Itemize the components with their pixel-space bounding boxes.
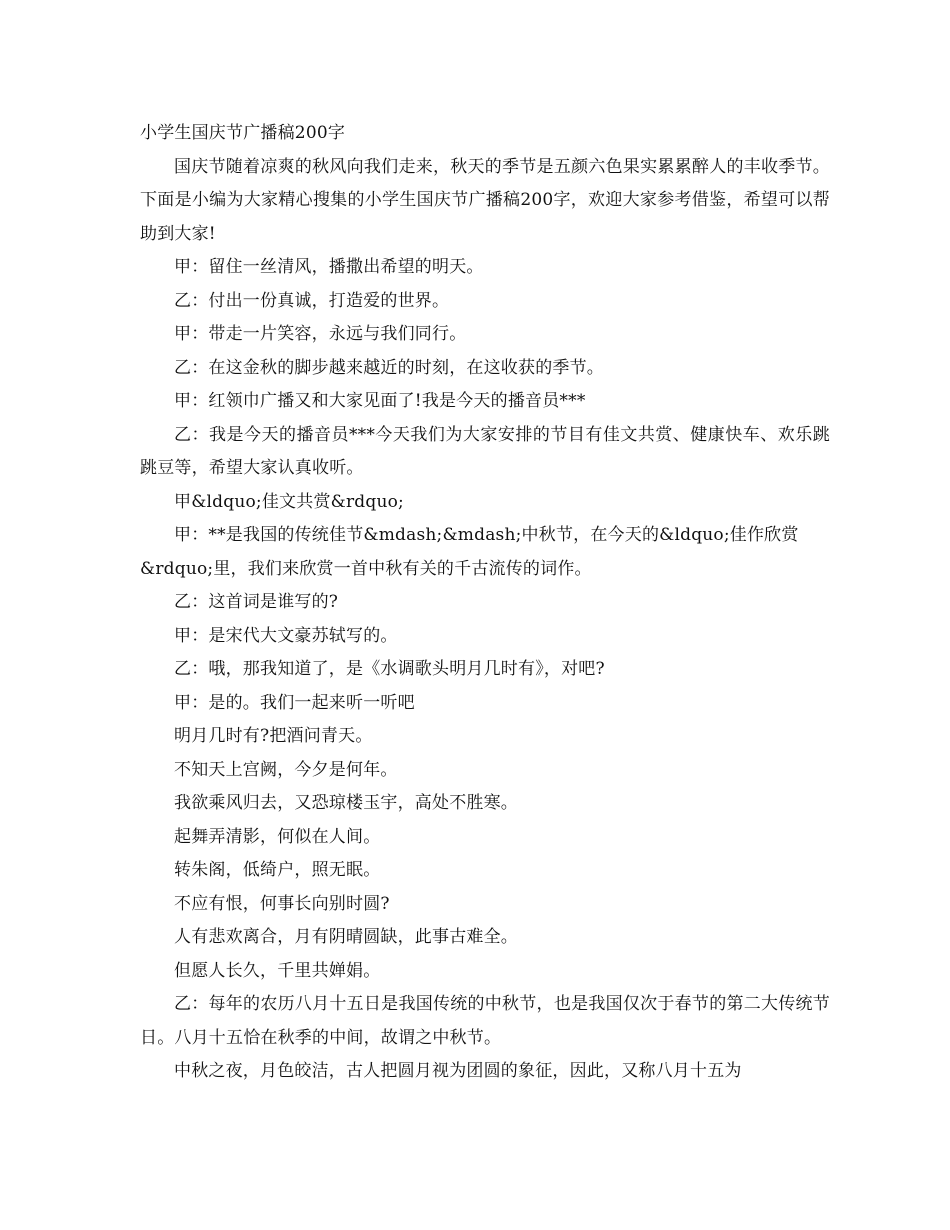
- document-body: [140, 117, 830, 1089]
- poem-line: 不知天上宫阙，今夕是何年。: [174, 759, 398, 780]
- poem-line: 我欲乘风归去，又恐琼楼玉宇，高处不胜寒。: [174, 793, 518, 813]
- dialogue-line: 乙：每年的农历八月十五日是我国传统的中秋节，也是我国仅次于春节的第二大传统节日。八月十五恰在秋季的中间，故谓之中秋节。: [140, 994, 830, 1048]
- dialogue-line: 甲：留住一丝清风，播撒出希望的明天。: [174, 257, 484, 277]
- dialogue-line: 甲：**是我国的传统佳节&mdash;&mdash;中秋节，在今天的&ldquo;佳作欣赏&rdquo;里，我们来欣赏一首中秋有关的千古流传的词作。: [140, 525, 799, 579]
- dialogue-line: 乙：在这金秋的脚步越来越近的时刻，在这收获的季节。: [174, 357, 604, 378]
- document-title: 小学生国庆节广播稿200字: [140, 123, 346, 143]
- body-paragraph: 中秋之夜，月色皎洁，古人把圆月视为团圆的象征，因此，又称八月十五为: [174, 1061, 742, 1081]
- poem-line: 明月几时有?把酒问青天。: [174, 726, 373, 746]
- intro-paragraph: 国庆节随着凉爽的秋风向我们走来，秋天的季节是五颜六色果实累累醉人的丰收季节。下面是小编为大家精心搜集的小学生国庆节广播稿200字，欢迎大家参考借鉴，希望可以帮助到大家!: [140, 156, 830, 244]
- section-heading-line: 甲&ldquo;佳文共赏&rdquo;: [174, 491, 404, 512]
- poem-line: 但愿人长久，千里共婵娟。: [174, 960, 381, 981]
- poem-line: 人有悲欢离合，月有阴晴圆缺，此事古难全。: [174, 927, 518, 947]
- poem-line: 不应有恨，何事长向别时圆?: [174, 893, 390, 914]
- dialogue-line: 甲：是宋代大文豪苏轼写的。: [174, 625, 398, 646]
- dialogue-line: 甲：红领巾广播又和大家见面了!我是今天的播音员***: [174, 391, 586, 411]
- dialogue-line: 乙：我是今天的播音员***今天我们为大家安排的节目有佳文共赏、健康快车、欢乐跳跳豆等，希望大家认真收听。: [140, 424, 830, 478]
- dialogue-line: 乙：哦，那我知道了，是《水调歌头明月几时有》，对吧?: [174, 659, 605, 679]
- dialogue-line: 甲：带走一片笑容，永远与我们同行。: [174, 324, 467, 344]
- dialogue-line: 乙：这首词是谁写的?: [174, 592, 339, 612]
- dialogue-line: 乙：付出一份真诚，打造爱的世界。: [174, 290, 450, 311]
- dialogue-line: 甲：是的。我们一起来听一听吧: [174, 692, 415, 713]
- poem-line: 起舞弄清影，何似在人间。: [174, 826, 381, 847]
- poem-line: 转朱阁，低绮户，照无眠。: [174, 860, 381, 880]
